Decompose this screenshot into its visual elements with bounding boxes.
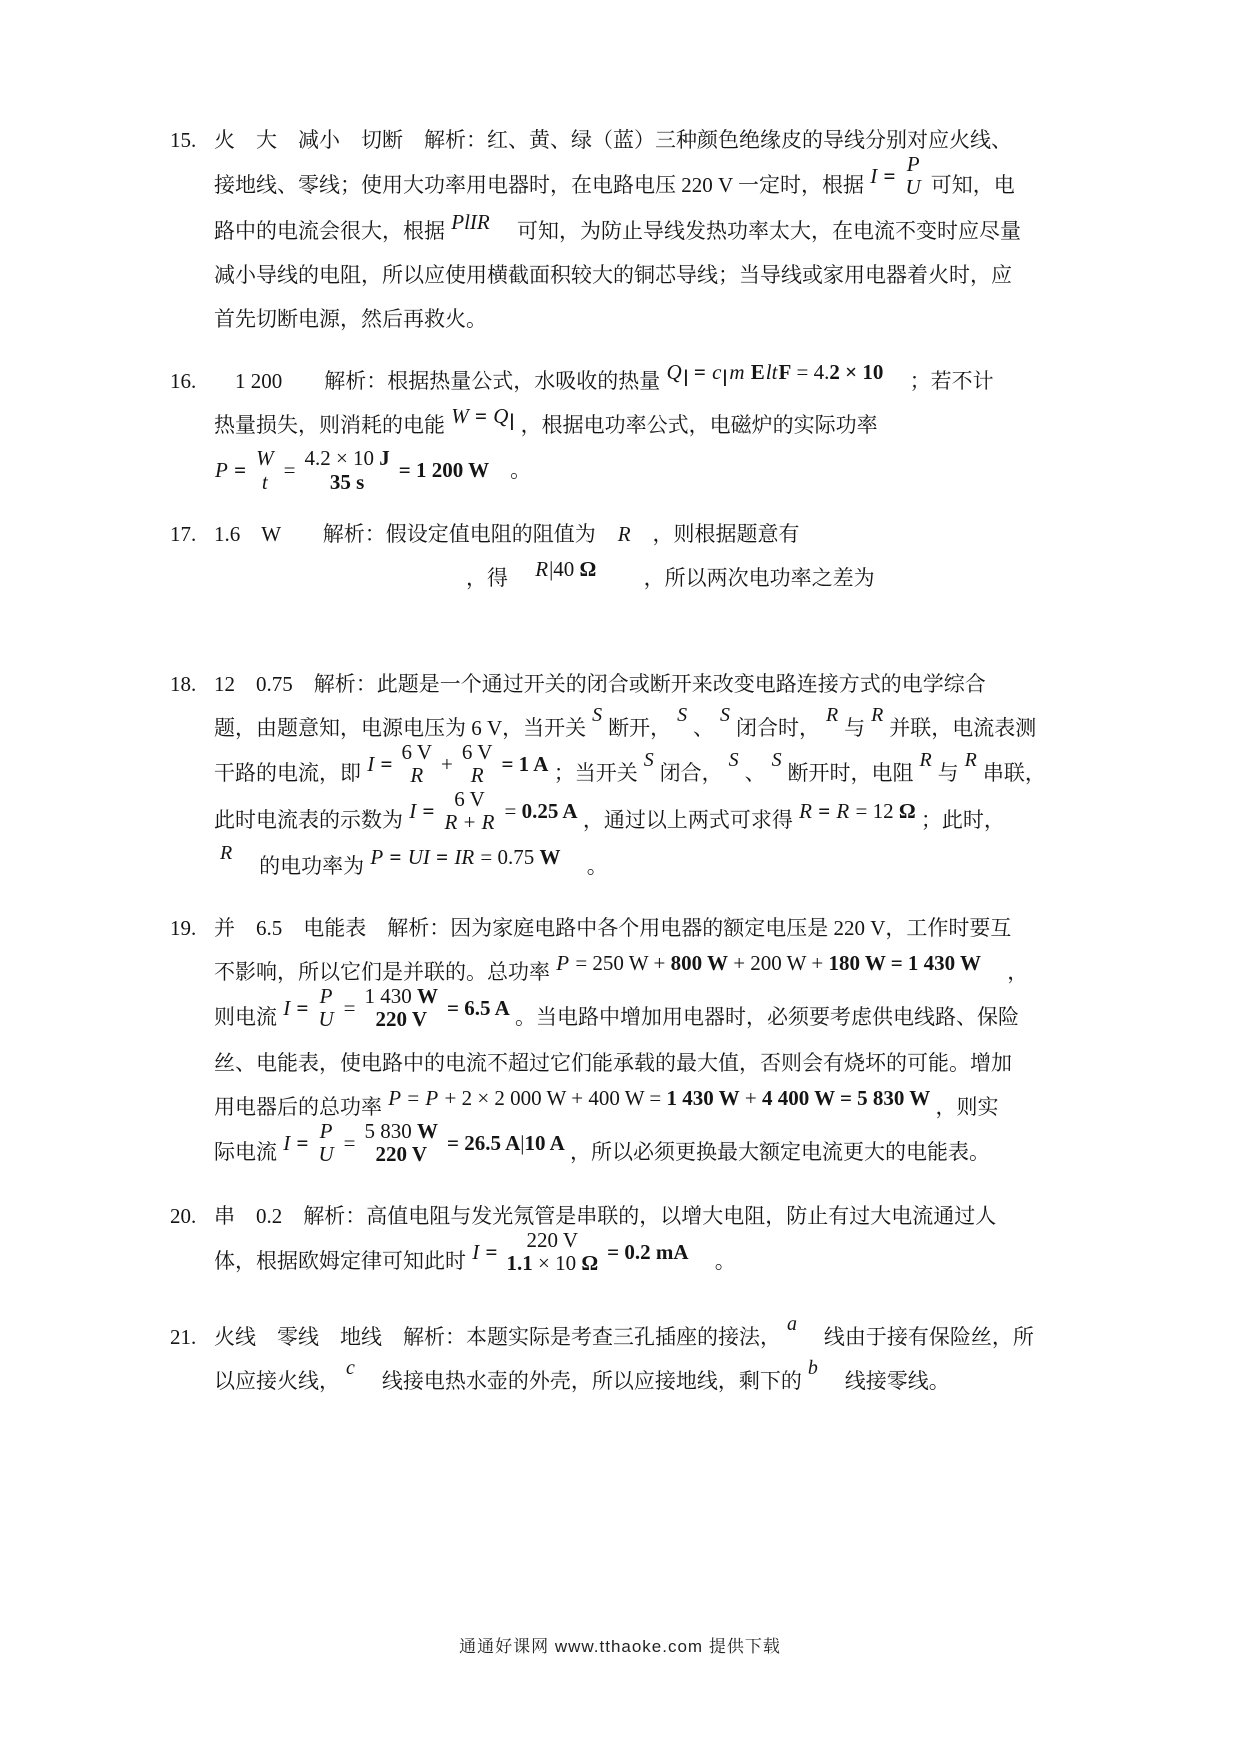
fraction-numerator <box>905 153 922 177</box>
text-run: 6 V <box>461 739 493 764</box>
math-bold: 800 W <box>670 950 728 975</box>
text-run: 路中的电流会很大，根据 <box>214 219 445 244</box>
text-run: ，根据电功率公式，电磁炉的实际功率 <box>520 413 878 438</box>
math-variable: I <box>870 163 878 188</box>
math-variable: P <box>319 983 333 1008</box>
math-bold: = <box>688 359 712 384</box>
text-run: 5 830 <box>364 1118 418 1143</box>
lifted-formula <box>277 985 515 1032</box>
answer-item <box>170 118 1074 341</box>
fraction-numerator <box>317 985 334 1009</box>
text-run: 闭合， <box>659 761 723 786</box>
fraction-denominator <box>365 1008 439 1032</box>
math-bold: = <box>375 751 398 776</box>
text-line <box>214 786 1074 844</box>
fraction <box>361 1120 442 1167</box>
lifted-formula <box>864 153 931 200</box>
text-run: 并联，电流表测 <box>889 716 1037 741</box>
math-variable: P <box>906 151 920 176</box>
math-variable: P <box>319 1118 333 1143</box>
text-run: ，则根据题意有 <box>631 522 800 547</box>
item-body <box>214 1194 1074 1285</box>
math-bold: 1 430 W <box>666 1085 740 1110</box>
text-run: ，得 <box>214 566 529 591</box>
text-run: 12 0.75 解析：此题是一个通过开关的闭合或断开来改变电路连接方式的电学综合 <box>214 672 986 697</box>
math-variable: P <box>425 1085 439 1110</box>
text-run: 。 <box>565 854 608 879</box>
item-body <box>214 118 1074 341</box>
text-line <box>214 983 1074 1041</box>
math-bold: 35 s <box>329 469 365 494</box>
text-line <box>214 151 1074 209</box>
text-run: 不影响，所以它们是并联的。总功率 <box>214 960 550 985</box>
math-variable: I <box>283 995 291 1020</box>
math-variable: R <box>535 556 549 581</box>
text-run: 6 V <box>454 786 485 811</box>
lifted-formula: W = Q| <box>451 403 516 430</box>
fraction-denominator <box>365 1143 439 1167</box>
text-run: 。 <box>693 1249 736 1274</box>
fraction-numerator <box>304 447 389 471</box>
text-run: × 10 <box>532 1251 582 1276</box>
math-variable: R <box>410 763 424 788</box>
math-variable: PlIR <box>451 209 490 234</box>
lifted-formula <box>793 799 921 823</box>
text-run: 接地线、零线；使用大功率用电器时，在电路电压 220 V 一定时，根据 <box>214 172 865 197</box>
text-run: 6 V <box>401 739 433 764</box>
text-line: 火线 零线 地线 解析：本题实际是考查三孔插座的接法，a 线由于接有保险丝，所 <box>214 1312 1034 1350</box>
math-variable: I <box>283 1130 291 1155</box>
text-run: 题，由题意知，电源电压为 6 V，当开关 <box>214 716 587 741</box>
text-run: ，所以必须更换最大额定电流更大的电能表。 <box>570 1140 991 1165</box>
fraction-denominator <box>401 764 432 788</box>
math-bold: 4 400 W = 5 830 W <box>761 1085 931 1110</box>
fraction-denominator <box>462 764 493 788</box>
text-run: 串联， <box>982 761 1046 786</box>
text-run: = <box>402 1085 425 1110</box>
item-body <box>214 359 1074 494</box>
text-run: 与 <box>937 761 959 786</box>
text-run: = 12 <box>850 798 899 823</box>
text-run: = 4. <box>791 359 830 384</box>
text-run: 断开， <box>608 716 672 741</box>
fraction-numerator <box>317 1120 334 1144</box>
math-bold: 0.25 A <box>521 798 578 823</box>
text-line <box>214 556 1074 600</box>
text-run: 可知，为防止导线发热功率太大，在电流不变时应尽量 <box>495 219 1021 244</box>
fraction-denominator <box>317 1008 334 1032</box>
text-line <box>214 403 1074 447</box>
math-bold: 1.1 <box>506 1251 533 1276</box>
text-run: 并 6.5 电能表 解析：因为家庭电路中各个用电器的额定电压是 220 V，工作时要互 <box>214 916 1012 941</box>
text-run: 、 <box>693 716 715 741</box>
fraction <box>301 447 394 494</box>
text-run: ；若不计 <box>888 369 994 394</box>
text-run: = <box>338 995 361 1020</box>
answer-item <box>170 906 1074 1176</box>
math-bold: = <box>430 844 454 869</box>
text-run: 1 200 解析：根据热量公式，水吸收的热量 <box>214 369 661 394</box>
math-bold: 220 V <box>375 1142 428 1167</box>
fraction-numerator <box>365 1120 439 1144</box>
math-variable: P <box>556 950 570 975</box>
math-variable: P <box>370 844 384 869</box>
answer-list <box>170 118 1074 1403</box>
item-number: 20. <box>170 1204 197 1229</box>
item-body <box>214 512 1074 644</box>
text-run: 1.6 W 解析：假设定值电阻的阻值为 <box>214 522 617 547</box>
text-run: ；当开关 <box>553 761 638 786</box>
lifted-formula <box>466 1229 694 1276</box>
math-variable: R <box>470 763 484 788</box>
math-bold: J <box>379 446 390 471</box>
math-bold: 10 A <box>524 1130 565 1155</box>
lifted-formula <box>382 1086 936 1110</box>
lifted-formula <box>550 951 986 975</box>
math-variable: I <box>409 798 417 823</box>
answer-item <box>170 662 1074 888</box>
math-variable: UI <box>407 844 430 869</box>
math-bold: = <box>417 798 440 823</box>
text-run: = 250 W + <box>570 950 671 975</box>
text-run: 火 大 减小 切断 解析：红、黄、绿（蓝）三种颜色绝缘皮的导线分别对应火线、 <box>214 128 1012 152</box>
text-run: ；此时， <box>920 808 1005 833</box>
fraction-denominator <box>905 176 922 200</box>
fraction-denominator <box>317 1143 334 1167</box>
math-bold: 180 W = 1 430 W <box>828 950 982 975</box>
math-variable: R <box>481 810 495 835</box>
text-run: 串 0.2 解析：高值电阻与发光氖管是串联的，以增大电阻，防止有过大电流通过人 <box>214 1204 997 1229</box>
math-variable: P <box>388 1085 402 1110</box>
fraction-denominator <box>304 471 389 495</box>
fraction-denominator <box>255 471 275 495</box>
math-bold: = 1 200 W <box>393 458 490 482</box>
text-line <box>214 662 1074 706</box>
fraction-numerator <box>506 1229 598 1253</box>
math-bold: W <box>417 1118 439 1143</box>
math-bold: = <box>469 403 493 428</box>
text-line <box>214 359 1074 403</box>
text-run: 热量损失，则消耗的电能 <box>214 413 445 438</box>
fraction-numerator <box>401 741 432 765</box>
fraction-numerator <box>255 447 275 471</box>
text-run: + <box>458 810 481 835</box>
text-run: |40 <box>549 556 580 581</box>
math-bold: = 0.2 mA <box>601 1239 689 1264</box>
item-number: 16. <box>170 369 197 394</box>
fraction <box>314 985 339 1032</box>
text-run: 减小导线的电阻，所以应使用横截面积较大的铜芯导线；当导线或家用电器着火时，应 <box>214 263 1012 288</box>
text-run: 线由于接有保险丝，所 <box>802 1325 1034 1350</box>
lifted-formula <box>277 1120 570 1167</box>
text-run: 、 <box>744 761 766 786</box>
math-variable: W <box>256 446 274 471</box>
fraction-numerator <box>365 985 439 1009</box>
text-line: 干路的电流，即 I = 6 V R + 6 V R = 1 A ；当开关S闭合，S、S断开时，电阻R与R串联， <box>214 739 1046 788</box>
fraction-numerator <box>462 741 493 765</box>
item-number: 15. <box>170 128 197 152</box>
math-variable: U <box>318 1142 334 1167</box>
math-bold: = <box>812 798 836 823</box>
fraction <box>398 741 436 788</box>
math-variable: I <box>472 1239 480 1264</box>
text-run: = <box>338 1130 361 1155</box>
fraction <box>314 1120 339 1167</box>
math-bold: W <box>417 983 439 1008</box>
text-line <box>214 297 1074 341</box>
fraction-denominator <box>506 1252 598 1276</box>
text-run: 4.2 × 10 <box>304 446 380 471</box>
text-run: 干路的电流，即 <box>214 761 361 786</box>
item-number: 21. <box>170 1325 197 1350</box>
math-bold: = 26.5 A <box>441 1130 521 1155</box>
text-run: = <box>499 798 522 823</box>
text-line <box>214 253 1074 297</box>
fraction <box>251 447 278 494</box>
math-variable: U <box>905 175 921 200</box>
item-body <box>214 1312 1074 1403</box>
text-run: 可知，电 <box>930 172 1015 197</box>
text-run: 际电流 <box>214 1140 277 1165</box>
text-run: 用电器后的总功率 <box>214 1095 382 1120</box>
text-run: + 2 × 2 000 W + 400 W = <box>439 1085 667 1110</box>
math-bold: Ω <box>581 1251 599 1276</box>
text-run: 与 <box>844 716 866 741</box>
answer-item <box>170 359 1074 494</box>
text-run: 首先切断电源，然后再救火。 <box>214 307 487 332</box>
text-line <box>214 600 1074 644</box>
text-run: ，所以两次电功率之差为 <box>601 566 875 591</box>
math-bold: = 6.5 A <box>441 995 510 1020</box>
math-variable: m <box>729 359 745 384</box>
text-line <box>214 447 1074 494</box>
text-run: 体，根据欧姆定律可知此时 <box>214 1249 466 1274</box>
math-bold: Ω <box>898 798 916 823</box>
text-run: + <box>739 1085 762 1110</box>
math-variable: R <box>799 798 812 823</box>
text-run: ，则实 <box>935 1095 999 1120</box>
text-line <box>214 209 1074 253</box>
math-bold: = <box>480 1239 503 1264</box>
math-bold: = 1 A <box>496 751 549 776</box>
math-variable: R <box>444 810 458 835</box>
text-run: 火线 零线 地线 解析：本题实际是考查三孔插座的接法， <box>214 1325 781 1350</box>
text-line <box>214 118 1074 162</box>
text-line <box>214 1041 1074 1085</box>
text-run: 。当电路中增加用电器时，必须要考虑供电线路、保险 <box>515 1005 1020 1030</box>
text-run: 丝、电能表，使电路中的电流不超过它们能承载的最大值，否则会有烧坏的可能。增加 <box>214 1051 1012 1076</box>
math-variable: I <box>367 751 375 776</box>
text-line <box>214 1227 1074 1285</box>
lifted-formula <box>529 557 602 581</box>
text-run: = <box>278 458 301 482</box>
math-bold: = <box>291 995 314 1020</box>
math-bold: W <box>539 844 561 869</box>
text-run: 则电流 <box>214 1005 277 1030</box>
math-bold: 2 × 10 <box>829 359 884 384</box>
text-run: 线接零线。 <box>823 1369 950 1394</box>
math-bold: = <box>878 163 901 188</box>
lifted-formula <box>361 741 554 788</box>
math-variable: R <box>617 522 631 547</box>
math-bold: Ω <box>579 556 597 581</box>
fraction <box>901 153 926 200</box>
lifted-formula: Q| = c|m EltF = 4.2 × 10 <box>666 359 884 386</box>
fraction-numerator <box>443 788 495 812</box>
item-body <box>214 662 1074 888</box>
math-variable: W <box>451 403 469 428</box>
text-line: 以应接火线，c 线接电热水壶的外壳，所以应接地线，剩下的b 线接零线。 <box>214 1356 950 1394</box>
answer-item <box>170 1312 1074 1403</box>
item-body <box>214 906 1074 1176</box>
lifted-formula <box>403 788 583 835</box>
item-number: 18. <box>170 672 197 697</box>
text-run: 的电功率为 <box>238 854 365 879</box>
answer-item <box>170 512 1074 644</box>
math-bold: F <box>778 359 792 384</box>
text-run: + <box>435 751 459 776</box>
math-bold: = <box>228 458 252 482</box>
fraction <box>503 1229 602 1276</box>
math-variable: U <box>318 1007 334 1032</box>
text-line <box>214 1118 1074 1176</box>
answer-item <box>170 1194 1074 1285</box>
text-line <box>214 512 1074 556</box>
math-variable: c <box>712 359 722 384</box>
text-line <box>214 906 1074 950</box>
fraction <box>458 741 496 788</box>
math-variable: t <box>261 469 268 494</box>
math-variable: P <box>215 458 228 482</box>
text-run: 闭合时， <box>735 716 820 741</box>
text-run: ， <box>986 960 1029 985</box>
math-variable: R <box>836 798 850 823</box>
text-run: ，通过以上两式可求得 <box>582 808 793 833</box>
math-bold: = <box>384 844 407 869</box>
text-run: 。 <box>489 458 532 482</box>
text-run: | <box>520 1130 525 1155</box>
text-line: R 的电功率为 P = UI = IR = 0.75 W 。 <box>219 841 608 879</box>
text-run: 以应接火线， <box>214 1369 340 1394</box>
math-variable: lt <box>765 359 778 384</box>
math-variable: Q <box>493 403 509 428</box>
text-run: = 0.75 <box>475 844 540 869</box>
fraction <box>440 788 500 835</box>
math-bold: = <box>291 1130 314 1155</box>
lifted-formula <box>445 210 496 234</box>
text-run: 220 V <box>526 1227 579 1252</box>
math-variable: IR <box>454 844 475 869</box>
math-bold: 220 V <box>375 1007 428 1032</box>
math-bold: E <box>750 359 765 384</box>
lifted-formula <box>364 845 566 869</box>
text-line: 题，由题意知，电源电压为 6 V，当开关S断开，S、S闭合时，R与R并联，电流表测 <box>214 703 1037 741</box>
text-run: 此时电流表的示数为 <box>214 808 403 833</box>
text-run: 断开时，电阻 <box>787 761 914 786</box>
text-run: 1 430 <box>364 983 418 1008</box>
math-variable: Q <box>666 359 682 384</box>
item-number: 19. <box>170 916 197 941</box>
fraction-denominator <box>443 811 495 835</box>
text-run: + 200 W + <box>727 950 829 975</box>
page-footer: 通通好课网 www.tthaoke.com 提供下载 <box>459 1637 781 1656</box>
fraction <box>361 985 442 1032</box>
item-number: 17. <box>170 522 197 547</box>
text-run: 线接电热水壶的外壳，所以应接地线，剩下的 <box>360 1369 802 1394</box>
